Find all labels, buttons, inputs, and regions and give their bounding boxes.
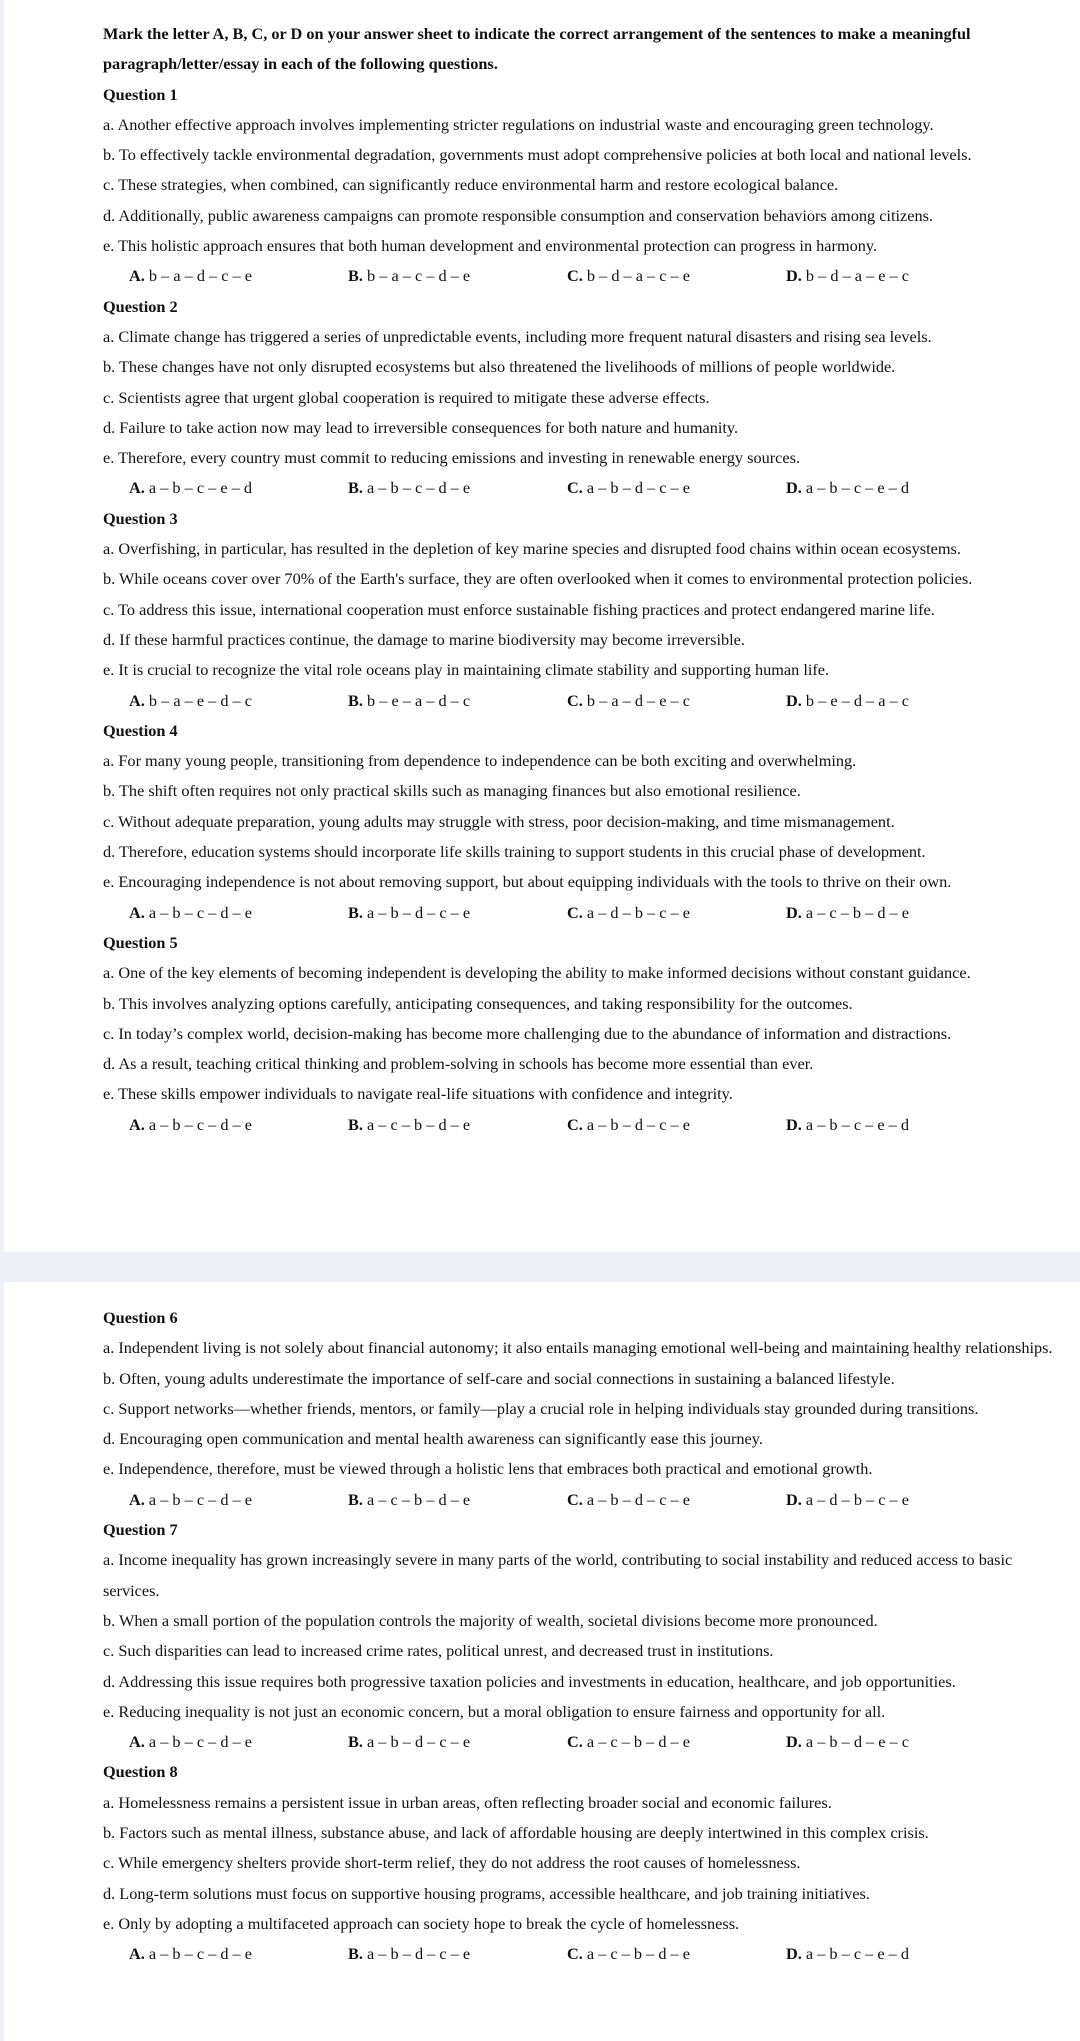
answer-option bbox=[567, 1110, 786, 1140]
option-letter: A. bbox=[129, 478, 145, 498]
answer-option bbox=[129, 1727, 348, 1757]
answer-option bbox=[786, 686, 1005, 716]
answer-option bbox=[348, 1727, 567, 1757]
sentence-item: a. Income inequality has grown increasingly severe in many parts of the world, contributing to social instability and reduced access to basic services. bbox=[103, 1550, 1013, 1600]
option-letter: A. bbox=[129, 1732, 145, 1752]
page-1-content bbox=[103, 19, 1063, 1140]
sentence-item: e. Encouraging independence is not about removing support, but about equipping individuals with the tools to thrive on their own. bbox=[103, 872, 952, 892]
sentence-item: a. Overfishing, in particular, has resulted in the depletion of key marine species and disrupted food chains within ocean ecosystems. bbox=[103, 539, 961, 559]
answer-option bbox=[129, 1939, 348, 1969]
option-sequence: a – d – b – c – e bbox=[586, 902, 690, 922]
question-title: Question 4 bbox=[103, 720, 178, 740]
option-letter: B. bbox=[348, 902, 363, 922]
option-letter: B. bbox=[348, 1489, 363, 1509]
option-sequence: a – c – b – d – e bbox=[367, 1114, 471, 1134]
option-sequence: b – a – d – e – c bbox=[586, 690, 690, 710]
option-sequence: a – b – c – e – d bbox=[805, 1114, 909, 1134]
answer-option bbox=[786, 1939, 1005, 1969]
question-block bbox=[103, 716, 1063, 928]
option-letter: B. bbox=[348, 1732, 363, 1752]
sentence-item: e. Independence, therefore, must be viewed through a holistic lens that embraces both practical and emotional growth. bbox=[103, 1459, 873, 1479]
option-sequence: a – b – c – d – e bbox=[148, 1114, 252, 1134]
instruction-text: Mark the letter A, B, C, or D on your answer sheet to indicate the correct arrangement of the sentences to make a meaningful paragraph/letter/essay in each of the following questions. bbox=[103, 24, 971, 74]
sentence-item: c. Scientists agree that urgent global cooperation is required to mitigate these adverse effects. bbox=[103, 387, 710, 407]
sentence-item: c. Support networks—whether friends, mentors, or family—play a crucial role in helping individuals stay grounded during transitions. bbox=[103, 1398, 979, 1418]
sentence-item: c. In today’s complex world, decision-making has become more challenging due to the abundance of information and distractions. bbox=[103, 1023, 952, 1043]
option-letter: D. bbox=[786, 690, 802, 710]
answer-option bbox=[567, 898, 786, 928]
answer-options bbox=[103, 473, 1063, 503]
option-sequence: a – b – c – e – d bbox=[805, 478, 909, 498]
question-title: Question 6 bbox=[103, 1308, 178, 1327]
question-block bbox=[103, 1757, 1063, 1969]
sentence-item: b. To effectively tackle environmental degradation, governments must adopt comprehensive policies at both local and national levels. bbox=[103, 145, 972, 165]
answer-option bbox=[129, 261, 348, 291]
option-sequence: a – b – c – d – e bbox=[148, 1732, 252, 1752]
option-letter: C. bbox=[567, 1114, 583, 1134]
sentence-item: d. Additionally, public awareness campaigns can promote responsible consumption and conservation behaviors among citizens. bbox=[103, 205, 933, 225]
option-letter: C. bbox=[567, 1489, 583, 1509]
option-letter: B. bbox=[348, 1944, 363, 1964]
sentence-item: e. It is crucial to recognize the vital role oceans play in maintaining climate stability and supporting human life. bbox=[103, 660, 830, 680]
option-sequence: a – c – b – d – e bbox=[805, 902, 909, 922]
option-letter: B. bbox=[348, 266, 363, 286]
answer-option bbox=[786, 1727, 1005, 1757]
question-block bbox=[103, 1303, 1063, 1515]
option-sequence: a – b – d – e – c bbox=[805, 1732, 909, 1752]
option-sequence: a – c – b – d – e bbox=[586, 1732, 690, 1752]
sentence-item: e. This holistic approach ensures that both human development and environmental protection can progress in harmony. bbox=[103, 236, 878, 256]
answer-option bbox=[348, 261, 567, 291]
document-page-1 bbox=[4, 0, 1080, 1252]
answer-option bbox=[786, 1485, 1005, 1515]
sentence-item: d. Addressing this issue requires both progressive taxation policies and investments in education, healthcare, and job opportunities. bbox=[103, 1671, 956, 1691]
option-sequence: a – b – d – c – e bbox=[367, 1732, 471, 1752]
option-letter: D. bbox=[786, 1114, 802, 1134]
answer-option bbox=[348, 686, 567, 716]
sentence-item: c. These strategies, when combined, can significantly reduce environmental harm and restore ecological balance. bbox=[103, 175, 839, 195]
answer-option bbox=[348, 1485, 567, 1515]
sentence-item: d. Failure to take action now may lead to irreversible consequences for both nature and humanity. bbox=[103, 417, 739, 437]
sentence-item: b. Factors such as mental illness, substance abuse, and lack of affordable housing are deeply intertwined in this complex crisis. bbox=[103, 1823, 929, 1843]
option-sequence: a – d – b – c – e bbox=[805, 1489, 909, 1509]
option-sequence: a – b – c – d – e bbox=[148, 1944, 252, 1964]
answer-option bbox=[348, 898, 567, 928]
answer-option bbox=[567, 261, 786, 291]
question-title: Question 2 bbox=[103, 296, 178, 316]
question-block bbox=[103, 292, 1063, 504]
option-letter: C. bbox=[567, 1732, 583, 1752]
option-letter: D. bbox=[786, 478, 802, 498]
option-sequence: a – b – c – e – d bbox=[148, 478, 252, 498]
sentence-item: b. While oceans cover over 70% of the Earth's surface, they are often overlooked when it comes to environmental protection policies. bbox=[103, 569, 973, 589]
option-sequence: b – a – e – d – c bbox=[148, 690, 252, 710]
option-letter: A. bbox=[129, 266, 145, 286]
sentence-item: d. As a result, teaching critical thinking and problem-solving in schools has become more essential than ever. bbox=[103, 1054, 814, 1074]
option-letter: A. bbox=[129, 902, 145, 922]
sentence-item: b. Often, young adults underestimate the importance of self-care and social connections in sustaining a balanced lifestyle. bbox=[103, 1368, 895, 1388]
option-letter: C. bbox=[567, 266, 583, 286]
option-sequence: a – b – c – d – e bbox=[148, 1489, 252, 1509]
answer-option bbox=[567, 473, 786, 503]
answer-options bbox=[103, 898, 1063, 928]
option-sequence: a – b – c – d – e bbox=[367, 478, 471, 498]
answer-option bbox=[129, 473, 348, 503]
answer-option bbox=[567, 1939, 786, 1969]
option-letter: C. bbox=[567, 902, 583, 922]
sentence-item: b. These changes have not only disrupted ecosystems but also threatened the livelihoods of millions of people worldwide. bbox=[103, 357, 896, 377]
sentence-item: a. For many young people, transitioning from dependence to independence can be both exciting and overwhelming. bbox=[103, 751, 857, 771]
option-sequence: a – b – c – d – e bbox=[148, 902, 252, 922]
answer-options bbox=[103, 686, 1063, 716]
option-sequence: a – b – d – c – e bbox=[586, 478, 690, 498]
answer-option bbox=[129, 1485, 348, 1515]
option-letter: B. bbox=[348, 478, 363, 498]
option-letter: C. bbox=[567, 478, 583, 498]
document-page-2 bbox=[4, 1282, 1080, 2041]
option-sequence: b – d – a – e – c bbox=[805, 266, 909, 286]
answer-option bbox=[129, 686, 348, 716]
answer-options bbox=[103, 261, 1063, 291]
answer-option bbox=[129, 898, 348, 928]
answer-option bbox=[567, 1727, 786, 1757]
option-sequence: b – e – a – d – c bbox=[367, 690, 471, 710]
question-title: Question 8 bbox=[103, 1762, 178, 1782]
sentence-item: d. Long-term solutions must focus on supportive housing programs, accessible healthcare, and job training initiatives. bbox=[103, 1883, 870, 1903]
option-letter: D. bbox=[786, 1489, 802, 1509]
sentence-item: a. Climate change has triggered a series of unpredictable events, including more frequent natural disasters and rising sea levels. bbox=[103, 326, 932, 346]
option-sequence: a – c – b – d – e bbox=[367, 1489, 471, 1509]
sentence-item: a. Homelessness remains a persistent issue in urban areas, often reflecting broader social and economic failures. bbox=[103, 1792, 832, 1812]
answer-option bbox=[129, 1110, 348, 1140]
sentence-item: b. The shift often requires not only practical skills such as managing finances but also emotional resilience. bbox=[103, 781, 801, 801]
answer-options bbox=[103, 1727, 1063, 1757]
sentence-item: c. While emergency shelters provide short-term relief, they do not address the root causes of homelessness. bbox=[103, 1853, 801, 1873]
option-sequence: a – b – c – e – d bbox=[805, 1944, 909, 1964]
question-title: Question 7 bbox=[103, 1520, 178, 1540]
option-sequence: b – a – d – c – e bbox=[148, 266, 252, 286]
option-letter: D. bbox=[786, 902, 802, 922]
option-letter: A. bbox=[129, 1114, 145, 1134]
option-sequence: a – b – d – c – e bbox=[367, 902, 471, 922]
answer-option bbox=[348, 1939, 567, 1969]
sentence-item: b. This involves analyzing options carefully, anticipating consequences, and taking responsibility for the outcomes. bbox=[103, 993, 853, 1013]
option-sequence: a – c – b – d – e bbox=[586, 1944, 690, 1964]
answer-option bbox=[567, 1485, 786, 1515]
sentence-item: e. These skills empower individuals to navigate real-life situations with confidence and integrity. bbox=[103, 1084, 733, 1104]
option-letter: D. bbox=[786, 1944, 802, 1964]
option-sequence: a – b – d – c – e bbox=[586, 1114, 690, 1134]
question-block bbox=[103, 80, 1063, 292]
question-title: Question 3 bbox=[103, 508, 178, 528]
option-sequence: b – e – d – a – c bbox=[805, 690, 909, 710]
option-letter: D. bbox=[786, 1732, 802, 1752]
option-letter: D. bbox=[786, 266, 802, 286]
sentence-item: c. Without adequate preparation, young adults may struggle with stress, poor decision-making, and time mismanagement. bbox=[103, 811, 895, 831]
sentence-item: c. To address this issue, international cooperation must enforce sustainable fishing practices and protect endangered marine life. bbox=[103, 599, 935, 619]
sentence-item: a. Independent living is not solely about financial autonomy; it also entails managing emotional well-being and maintaining healthy relationships. bbox=[103, 1338, 1053, 1358]
option-sequence: b – a – c – d – e bbox=[367, 266, 471, 286]
option-sequence: a – b – d – c – e bbox=[586, 1489, 690, 1509]
question-title: Question 5 bbox=[103, 932, 178, 952]
answer-option bbox=[786, 473, 1005, 503]
option-letter: B. bbox=[348, 1114, 363, 1134]
sentence-item: e. Reducing inequality is not just an economic concern, but a moral obligation to ensure fairness and opportunity for all. bbox=[103, 1701, 886, 1721]
question-block bbox=[103, 928, 1063, 1140]
option-letter: C. bbox=[567, 690, 583, 710]
sentence-item: d. If these harmful practices continue, the damage to marine biodiversity may become irreversible. bbox=[103, 629, 745, 649]
option-letter: C. bbox=[567, 1944, 583, 1964]
option-letter: B. bbox=[348, 690, 363, 710]
option-letter: A. bbox=[129, 1489, 145, 1509]
answer-option bbox=[786, 261, 1005, 291]
answer-option bbox=[786, 1110, 1005, 1140]
sentence-item: a. One of the key elements of becoming independent is developing the ability to make informed decisions without constant guidance. bbox=[103, 963, 971, 983]
option-letter: A. bbox=[129, 690, 145, 710]
sentence-item: d. Encouraging open communication and mental health awareness can significantly ease this journey. bbox=[103, 1429, 763, 1449]
sentence-item: d. Therefore, education systems should incorporate life skills training to support students in this crucial phase of development. bbox=[103, 842, 926, 862]
answer-option bbox=[567, 686, 786, 716]
question-block bbox=[103, 1515, 1063, 1757]
option-letter: A. bbox=[129, 1944, 145, 1964]
sentence-item: a. Another effective approach involves implementing stricter regulations on industrial waste and encouraging green technology. bbox=[103, 114, 934, 134]
page-2-content bbox=[103, 1303, 1063, 1970]
sentence-item: b. When a small portion of the population controls the majority of wealth, societal divisions become more pronounced. bbox=[103, 1610, 878, 1630]
answer-options bbox=[103, 1939, 1063, 1969]
answer-option bbox=[348, 1110, 567, 1140]
option-sequence: b – d – a – c – e bbox=[586, 266, 690, 286]
answer-option bbox=[786, 898, 1005, 928]
answer-options bbox=[103, 1110, 1063, 1140]
answer-options bbox=[103, 1485, 1063, 1515]
answer-option bbox=[348, 473, 567, 503]
sentence-item: e. Therefore, every country must commit to reducing emissions and investing in renewable energy sources. bbox=[103, 448, 801, 468]
sentence-item: c. Such disparities can lead to increased crime rates, political unrest, and decreased trust in institutions. bbox=[103, 1641, 774, 1661]
sentence-item: e. Only by adopting a multifaceted approach can society hope to break the cycle of homelessness. bbox=[103, 1913, 740, 1933]
option-sequence: a – b – d – c – e bbox=[367, 1944, 471, 1964]
question-title: Question 1 bbox=[103, 84, 178, 104]
question-block bbox=[103, 504, 1063, 716]
